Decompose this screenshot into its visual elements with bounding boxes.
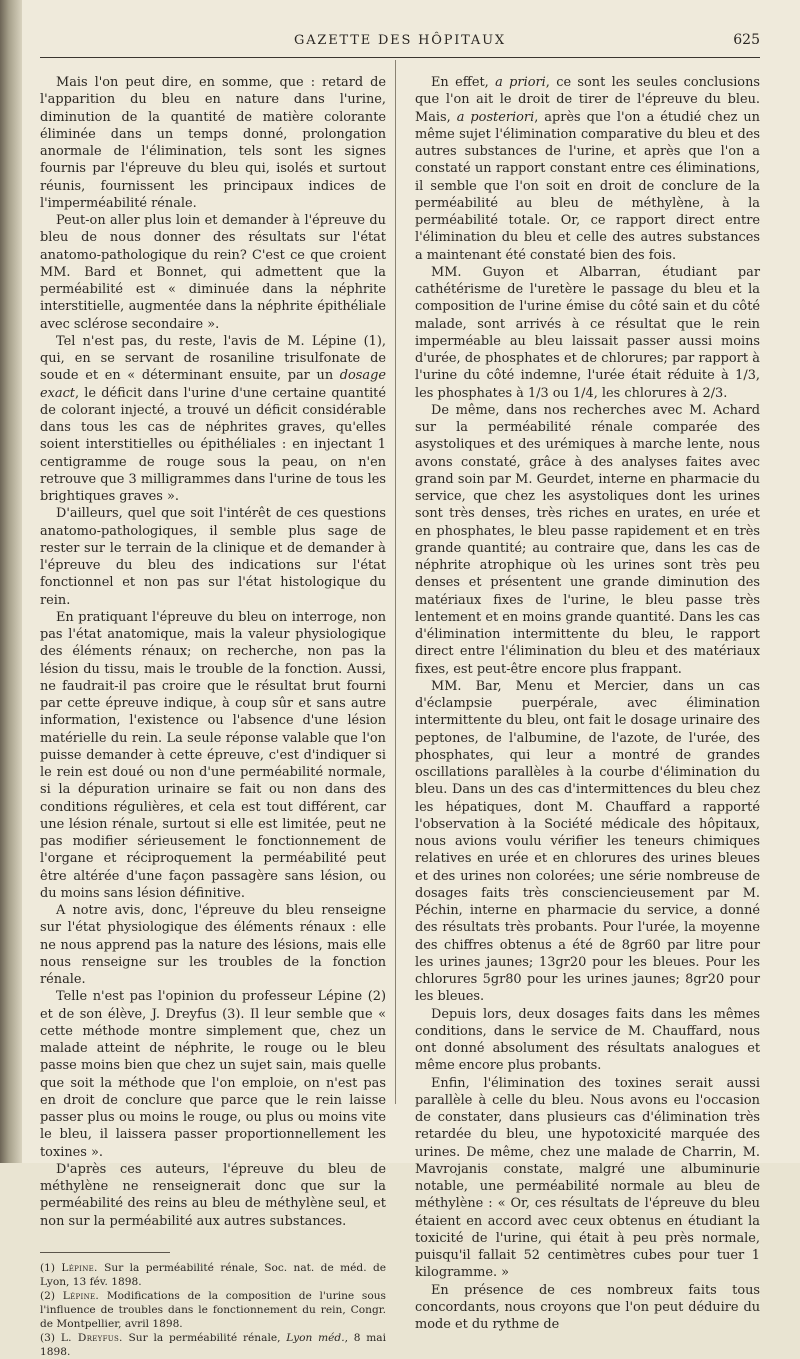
paragraph: MM. Guyon et Albarran, étudiant par cathétérisme de l'uretère le passage du bleu et la composition de l'urine émise du côté sain et du côté malade, sont arrivés à ce résultat que le rein imperméable au bleu laissait passer aussi moins d'urée, de phosphates et de chlorures; par rapport à l'urine du côté indemne, l'urée était réduite à 1/3, les phosphates à 1/3 ou 1/4, les chlorures à 2/3. xyxy=(415,264,760,401)
footnote-author: L. Dreyfus. xyxy=(60,1331,123,1344)
italic-run: a priori xyxy=(495,75,546,90)
text-run: En effet, xyxy=(431,75,496,90)
footnote xyxy=(40,1289,386,1331)
paragraph xyxy=(415,74,760,264)
paragraph xyxy=(40,333,386,506)
paragraph: Mais l'on peut dire, en somme, que : retard de l'apparition du bleu en nature dans l'urine, diminution de la quantité de matière colorante éliminée dans un temps donné, prolongation anormale de l'élimination, tels sont les signes fournis par l'épreuve du bleu qui, isolés et surtout réunis, fournissent les principaux indices de l'imperméabilité rénale. xyxy=(40,75,386,211)
paragraph: A notre avis, donc, l'épreuve du bleu renseigne sur l'état physiologique des éléments rénaux : elle ne nous apprend pas la nature des lésions, mais elle nous renseigne sur les troubles de la fonction rénale. xyxy=(40,903,386,987)
paragraph: Depuis lors, deux dosages faits dans les mêmes conditions, dans le service de M. Chauffard, nous ont donné absolument des résultats analogues et même encore plus probants. xyxy=(415,1006,760,1074)
header-rule xyxy=(40,57,760,58)
footnote-text: Sur la perméabilité rénale, xyxy=(122,1331,287,1344)
text-run: , ce sont les seules conclusions que l'on ait le droit de tirer de l'épreuve du bleu. Mais, xyxy=(415,75,760,125)
footnote-number: (1) xyxy=(40,1261,56,1274)
running-title: GAZETTE DES HÔPITAUX xyxy=(294,33,506,48)
left-column xyxy=(40,74,386,1359)
paragraph: Peut-on aller plus loin et demander à l'épreuve du bleu de nous donner des résultats sur l'état anatomo-pathologique du rein? C'est ce que croient MM. Bard et Bonnet, qui admettent que la perméabilité est « diminuée dans la néphrite interstitielle, augmentée dans la néphrite épithéliale avec sclérose secondaire ». xyxy=(40,213,386,332)
footnote xyxy=(40,1261,386,1289)
footnote-number: (2) xyxy=(40,1289,56,1302)
page-number: 625 xyxy=(733,32,760,48)
paragraph: En présence de ces nombreux faits tous concordants, nous croyons que l'on peut déduire du mode et du rythme de xyxy=(415,1282,760,1332)
footnote-text: Modifications de la composition de l'urine sous l'influence de troubles dans le fonctionnement du rein, Congr. de Montpellier, avril 1898. xyxy=(40,1289,386,1330)
italic-run: dosage exact xyxy=(40,368,386,401)
paragraph: D'ailleurs, quel que soit l'intérêt de ces questions anatomo-pathologiques, il semble plus sage de rester sur le terrain de la clinique et de demander à l'épreuve du bleu des indications sur l'état fonctionnel et non pas sur l'état histologique du rein. xyxy=(40,506,386,608)
footnote xyxy=(40,1331,386,1359)
text-run: , après que l'on a étudié chez un même sujet l'élimination comparative du bleu et des autres substances de l'urine, et après que l'on a constaté un rapport constant entre ces éliminations, il semble que l'on soit en droit de conclure de la perméabilité au bleu de méthylène, à la perméabilité totale. Or, ce rapport direct entre l'élimination du bleu et celle des autres substances a maintenant été constaté bien des fois. xyxy=(415,109,760,263)
text-run: , le déficit dans l'urine d'une certaine quantité de colorant injecté, a trouvé un déficit considérable dans tous les cas de néphrites graves, qu'elles soient interstitielles ou épithéliales : en injectant 1 centigramme de rouge sous la peau, on n'en retrouve que 3 milligrammes dans l'urine de tous les brightiques graves ». xyxy=(40,385,386,504)
paragraph: Telle n'est pas l'opinion du professeur Lépine (2) et de son élève, J. Dreyfus (3). Il leur semble que « cette méthode montre simplement que, chez un malade atteint de néphrite, le rouge ou le bleu passe moins bien que chez un sujet sain, mais quelle que soit la méthode que l'on emploie, on n'est pas en droit de conclure que parce que le rein laisse passer plus ou moins le rouge, ou plus ou moins vite le bleu, il laissera passer proportionnellement les toxines ». xyxy=(40,989,386,1160)
column-separator xyxy=(395,60,396,1104)
text-run: Tel n'est pas, du reste, l'avis de M. Lépine (1), qui, en se servant de rosaniline trisulfonate de soude et en « déterminant ensuite, par un xyxy=(40,333,386,384)
footnote-journal: Lyon méd. xyxy=(286,1331,345,1344)
italic-run: a posteriori xyxy=(456,109,535,125)
footnote-text: , 8 mai 1898. xyxy=(40,1331,387,1358)
book-spine-shadow xyxy=(0,0,22,1163)
footnote-number: (3) xyxy=(40,1331,56,1344)
paragraph: En pratiquant l'épreuve du bleu on interroge, non pas l'état anatomique, mais la valeur physiologique des éléments rénaux; on recherche, non pas la lésion du tissu, mais le trouble de la fonction. Aussi, ne faudrait-il pas croire que le résultat brut fourni par cette épreuve indique, à coup sûr et sans autre information, l'existence ou l'absence d'une lésion matérielle du rein. La seule réponse valable que l'on puisse demander à cette épreuve, c'est d'indiquer si le rein est doué ou non d'une perméabilité normale, si la dépuration urinaire se fait ou non dans des conditions régulières, et cela est tout différent, car une lésion rénale, surtout si elle est limitée, peut ne pas modifier sérieusement le fonctionnement de l'organe et réciproquement la perméabilité peut être altérée d'une façon passagère sans lésion, ou du moins sans lésion définitive. xyxy=(40,609,386,901)
paragraph: Enfin, l'élimination des toxines serait aussi parallèle à celle du bleu. Nous avons eu l'occasion de constater, dans plusieurs cas d'élimination très retardée du bleu, une hypotoxicité marquée des urines. De même, chez une malade de Charrin, M. Mavrojanis constate, malgré une albuminurie notable, une perméabilité normale au bleu de méthylène : « Or, ces résultats de l'épreuve du bleu étaient en accord avec ceux obtenus en étudiant la toxicité de l'urine, qui était à peu près normale, puisqu'il fallait 52 centimètres cubes pour tuer 1 kilogramme. » xyxy=(415,1075,760,1281)
page-header xyxy=(40,30,760,52)
paragraph: De même, dans nos recherches avec M. Achard sur la perméabilité rénale comparée des asystoliques et des urémiques à marche lente, nous avons constaté, grâce à des analyses faites avec grand soin par M. Geurdet, interne en pharmacie du service, que chez les asystoliques dont les urines sont très denses, très riches en urates, en urée et en phosphates, le bleu passe rapidement et en très grande quantité; au contraire que, dans les cas de néphrite atrophique où les urines sont très peu denses et présentent une grande diminution des matériaux fixes de l'urine, le bleu passe très lentement et en moins grande quantité. Dans les cas d'élimination intermittente du bleu, le rapport direct entre l'élimination du bleu et des matériaux fixes, est peut-être encore plus frappant. xyxy=(415,402,760,677)
footnote-text: Sur la perméabilité rénale, Soc. nat. de méd. de Lyon, 13 fév. 1898. xyxy=(40,1261,386,1288)
footnote-author: Lépine. xyxy=(62,1289,100,1302)
footnote-author: Lépine. xyxy=(61,1261,98,1274)
right-column xyxy=(415,74,760,1333)
footnotes-rule xyxy=(40,1252,170,1253)
paragraph: D'après ces auteurs, l'épreuve du bleu de méthylène ne renseignerait donc que sur la perméabilité des reins au bleu de méthylène seul, et non sur la perméabilité aux autres substances. xyxy=(40,1161,386,1229)
paragraph: MM. Bar, Menu et Mercier, dans un cas d'éclampsie puerpérale, avec élimination intermittente du bleu, ont fait le dosage urinaire des peptones, de l'albumine, de l'azote, de l'urée, des phosphates, qui leur a montré de grandes oscillations parallèles à la courbe d'élimination du bleu. Dans un des cas d'intermittences du bleu chez les hépatiques, dont M. Chauffard a rapporté l'observation à la Société médicale des hôpitaux, nous avions voulu vérifier les teneurs chimiques relatives en urée et en chlorures des urines bleues et des urines non colorées; une série nombreuse de dosages faits très consciencieusement par M. Péchin, interne en pharmacie du service, a donné des résultats très probants. Pour l'urée, la moyenne des chiffres obtenus a été de 8gr60 par litre pour les urines jaunes; 13gr20 pour les bleues. Pour les chlorures 5gr80 pour les urines jaunes; 8gr20 pour les bleues. xyxy=(415,678,760,1005)
